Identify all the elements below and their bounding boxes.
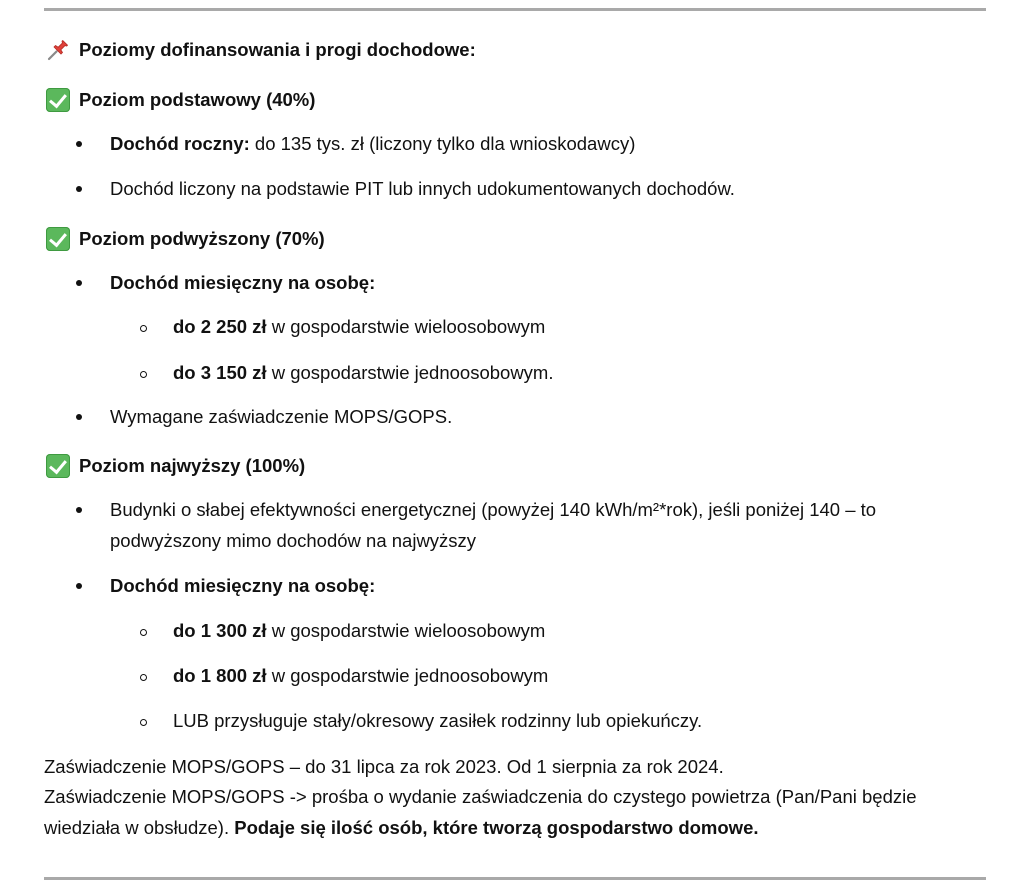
bullet	[76, 141, 82, 147]
footer-line: Zaświadczenie MOPS/GOPS -> prośba o wydanie zaświadczenia do czystego powietrza (Pan/Pani będzie	[44, 786, 917, 807]
item-text: Wymagane zaświadczenie MOPS/GOPS.	[110, 406, 453, 427]
footer-line: Zaświadczenie MOPS/GOPS – do 31 lipca za rok 2023. Od 1 sierpnia za rok 2024.	[44, 756, 724, 777]
level-heading-highest	[46, 454, 305, 478]
item-text-line1: Budynki o słabej efektywności energetycznej (powyżej 140 kWh/m²*rok), jeśli poniżej 140 – to	[110, 499, 877, 520]
footer-line	[44, 817, 759, 839]
bottom-divider	[44, 877, 986, 880]
item-text-line2: podwyższony mimo dochodów na najwyższy	[110, 530, 477, 551]
sub-bullet	[140, 325, 147, 332]
level-heading-basic	[46, 88, 315, 112]
bullet	[76, 507, 82, 513]
check-mark-icon	[46, 454, 70, 478]
main-heading	[46, 38, 476, 62]
check-mark-icon	[46, 88, 70, 112]
footer-bold-text: Podaje się ilość osób, które tworzą gospodarstwo domowe.	[234, 817, 759, 838]
item-text: w gospodarstwie jednoosobowym	[266, 665, 549, 686]
sub-bullet	[140, 674, 147, 681]
item-text: w gospodarstwie wieloosobowym	[266, 620, 546, 641]
item-bold: Dochód miesięczny na osobę:	[110, 575, 376, 596]
check-mark-icon	[46, 227, 70, 251]
level-title: Poziom najwyższy (100%)	[79, 455, 306, 476]
footer-text: wiedziała w obsłudze).	[44, 817, 235, 838]
level-title: Poziom podstawowy (40%)	[79, 89, 316, 110]
sub-bullet	[140, 719, 147, 726]
item-text: LUB przysługuje stały/okresowy zasiłek rodzinny lub opiekuńczy.	[173, 710, 703, 731]
sub-bullet	[140, 629, 147, 636]
item-text: w gospodarstwie jednoosobowym.	[266, 362, 554, 383]
bullet	[76, 186, 82, 192]
item-bold: do 1 300 zł	[173, 620, 267, 641]
sub-bullet	[140, 371, 147, 378]
bullet	[76, 280, 82, 286]
item-bold: Dochód roczny:	[110, 133, 250, 154]
level-heading-raised	[46, 227, 325, 251]
item-bold: do 1 800 zł	[173, 665, 267, 686]
heading-text: Poziomy dofinansowania i progi dochodowe:	[79, 39, 476, 60]
item-bold: do 2 250 zł	[173, 316, 267, 337]
level-title: Poziom podwyższony (70%)	[79, 228, 325, 249]
item-text: do 135 tys. zł (liczony tylko dla wnioskodawcy)	[249, 133, 636, 154]
item-bold: do 3 150 zł	[173, 362, 267, 383]
item-text: Dochód liczony na podstawie PIT lub innych udokumentowanych dochodów.	[110, 178, 735, 199]
bullet	[76, 414, 82, 420]
bullet	[76, 583, 82, 589]
item-text: w gospodarstwie wieloosobowym	[266, 316, 546, 337]
top-divider	[44, 8, 986, 11]
item-bold: Dochód miesięczny na osobę:	[110, 272, 376, 293]
pushpin-icon	[46, 38, 70, 62]
